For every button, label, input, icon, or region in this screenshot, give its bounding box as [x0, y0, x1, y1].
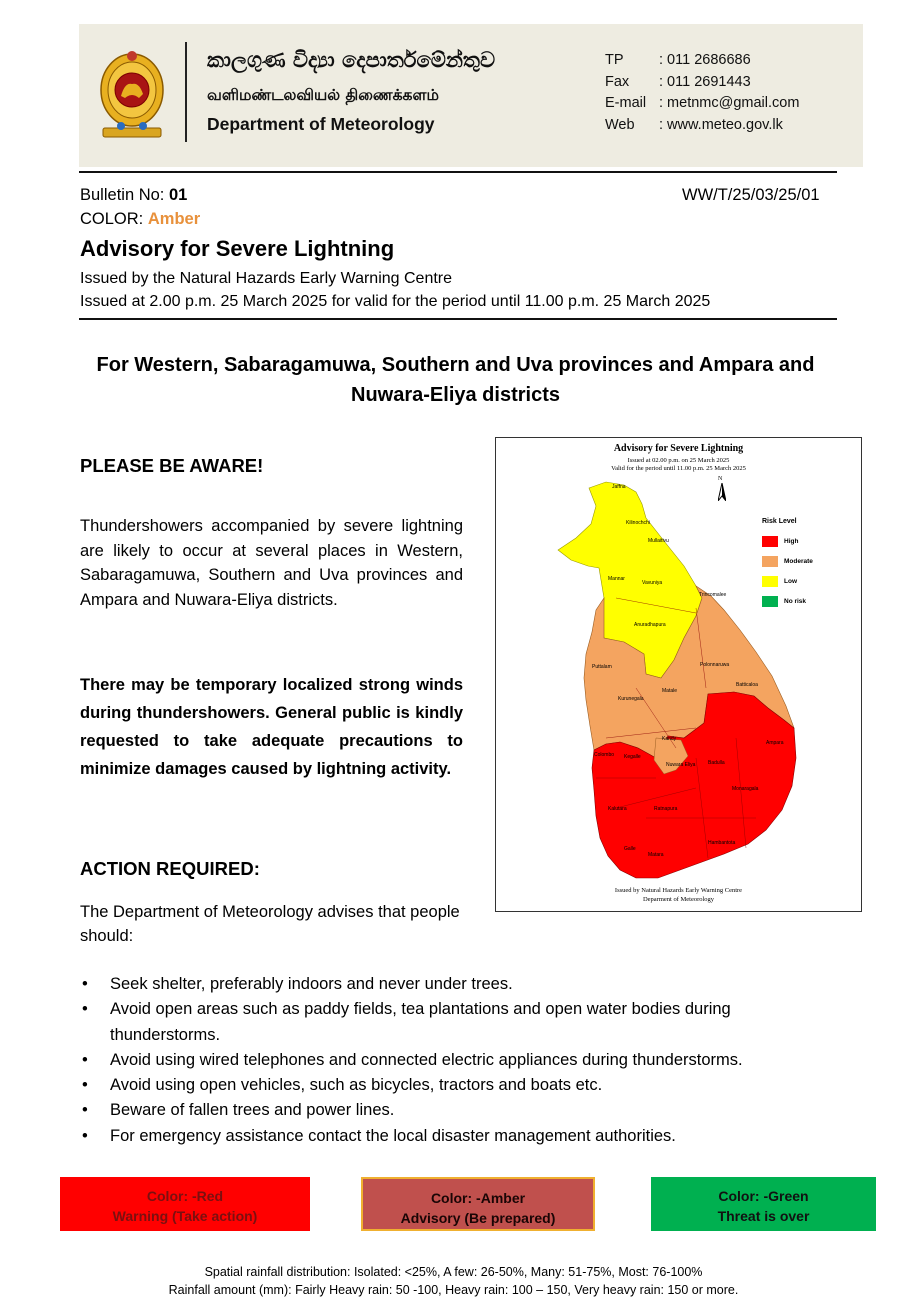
aware-heading: PLEASE BE AWARE! [80, 455, 264, 476]
district-label: Kurunegala [618, 696, 644, 702]
list-item: • Seek shelter, preferably indoors and never under trees. [80, 972, 840, 997]
top-rule [79, 171, 837, 173]
color-box-green: Color: -Green Threat is over [651, 1177, 876, 1231]
color-box-red: Color: -Red Warning (Take action) [60, 1177, 310, 1231]
header-divider [185, 42, 187, 142]
bulletin-code: WW/T/25/03/25/01 [682, 186, 820, 204]
district-label: Matale [662, 688, 678, 694]
national-emblem-icon [99, 44, 165, 140]
issued-at: Issued at 2.00 p.m. 25 March 2025 for valid for the period until 11.00 p.m. 25 March 2025 [80, 293, 711, 310]
action-heading: ACTION REQUIRED: [80, 858, 260, 879]
legend-moderate: Moderate [762, 556, 813, 567]
risk-map [495, 437, 862, 912]
district-label: Kilinochchi [626, 520, 650, 526]
list-item: • For emergency assistance contact the local disaster management authorities. [80, 1124, 840, 1149]
letterhead [79, 24, 863, 167]
contact-block [605, 50, 799, 136]
district-label: Polonnaruwa [700, 662, 730, 668]
map-title: Advisory for Severe Lightning [613, 443, 744, 454]
district-label: Monaragala [732, 786, 759, 792]
footer-rainfall-amount: Rainfall amount (mm): Fairly Heavy rain: 50 -100, Heavy rain: 100 – 150, Very heavy rain: 150 or more. [168, 1283, 739, 1297]
list-item: • Avoid open areas such as paddy fields, tea plantations and open water bodies during thunderstorms. [80, 997, 840, 1048]
contact-phone: TP : 011 2686686 [605, 52, 751, 68]
district-label: Ampara [766, 740, 784, 746]
contact-web: Web : www.meteo.gov.lk [605, 116, 783, 133]
district-label: Mullaitivu [648, 538, 669, 544]
wind-warning-paragraph: There may be temporary localized strong winds during thundershowers. General public is kindly requested to take adequate precautions to minimize damages caused by lightning activity. [80, 676, 463, 778]
swatch-low [762, 576, 778, 587]
department-name-sinhala: කාලගුණ විද්‍යා දෙපාර්තමේන්තුව [207, 48, 496, 72]
department-name-tamil: வளிமண்டலவியல் திணைக்களம் [207, 86, 439, 104]
color-box-amber: Color: -Amber Advisory (Be prepared) [361, 1177, 595, 1231]
map-footer-department: Deparment of Meteorology [642, 896, 715, 903]
issued-by: Issued by the Natural Hazards Early Warning Centre [80, 270, 453, 287]
district-label: Anuradhapura [634, 622, 666, 628]
district-label: Galle [624, 846, 636, 852]
north-label: N [718, 476, 723, 482]
department-name-english: Department of Meteorology [207, 114, 435, 134]
list-item: • Beware of fallen trees and power lines. [80, 1098, 840, 1123]
district-label: Mannar [608, 576, 625, 582]
list-item: • Avoid using open vehicles, such as bicycles, tractors and boats etc. [80, 1073, 840, 1098]
swatch-no-risk [762, 596, 778, 607]
district-label: Kalutara [608, 806, 627, 812]
bottom-rule [79, 318, 837, 320]
advisory-paragraph: Thundershowers accompanied by severe lightning are likely to occur at several places in Western, Sabaragamuwa, Southern and Uva provinces and Ampara and Nuwara-Eliya districts. [80, 517, 463, 609]
legend-title: Risk Level [762, 518, 797, 525]
contact-fax: Fax : 011 2691443 [605, 73, 751, 90]
bulletin-number: Bulletin No: 01 [80, 186, 188, 204]
bulletin-color: COLOR: Amber [80, 210, 201, 228]
district-label: Matara [648, 852, 664, 858]
district-label: Nuwara Eliya [666, 762, 696, 768]
map-issued: Issued at 02.00 p.m. on 25 March 2025 [627, 457, 730, 464]
bulletin-title: Advisory for Severe Lightning [80, 236, 395, 261]
swatch-moderate [762, 556, 778, 567]
region-heading: For Western, Sabaragamuwa, Southern and Uva provinces and Ampara and Nuwara-Eliya districts [96, 354, 815, 406]
district-label: Vavuniya [642, 580, 663, 586]
legend-low: Low [762, 576, 797, 587]
district-label: Colombo [594, 752, 615, 758]
district-label: Jaffna [612, 484, 626, 490]
legend-no-risk: No risk [762, 596, 806, 607]
list-item: • Avoid using wired telephones and connected electric appliances during thunderstorms. [80, 1048, 840, 1073]
contact-email: E-mail : metnmc@gmail.com [605, 95, 800, 111]
district-label: Hambantota [708, 840, 736, 846]
district-label: Ratnapura [654, 806, 678, 812]
footer-rainfall-distribution: Spatial rainfall distribution: Isolated: <25%, A few: 26-50%, Many: 51-75%, Most: 76-100% [204, 1265, 703, 1279]
advice-intro: The Department of Meteorology advises that people should: [80, 903, 460, 945]
map-valid: Valid for the period until 11.00 p.m. 25 March 2025 [611, 465, 746, 472]
district-label: Batticaloa [736, 682, 758, 688]
legend-high: High [762, 536, 798, 547]
district-label: Kegalle [624, 754, 641, 760]
district-label: Puttalam [592, 664, 612, 670]
sri-lanka-risk-map [496, 438, 861, 911]
swatch-high [762, 536, 778, 547]
district-label: Trincomalee [699, 592, 727, 598]
advice-list [80, 972, 840, 1149]
district-label: Badulla [708, 760, 725, 766]
district-label: Kandy [662, 736, 677, 742]
map-footer-centre: Issued by Natural Hazards Early Warning Centre [614, 887, 743, 894]
